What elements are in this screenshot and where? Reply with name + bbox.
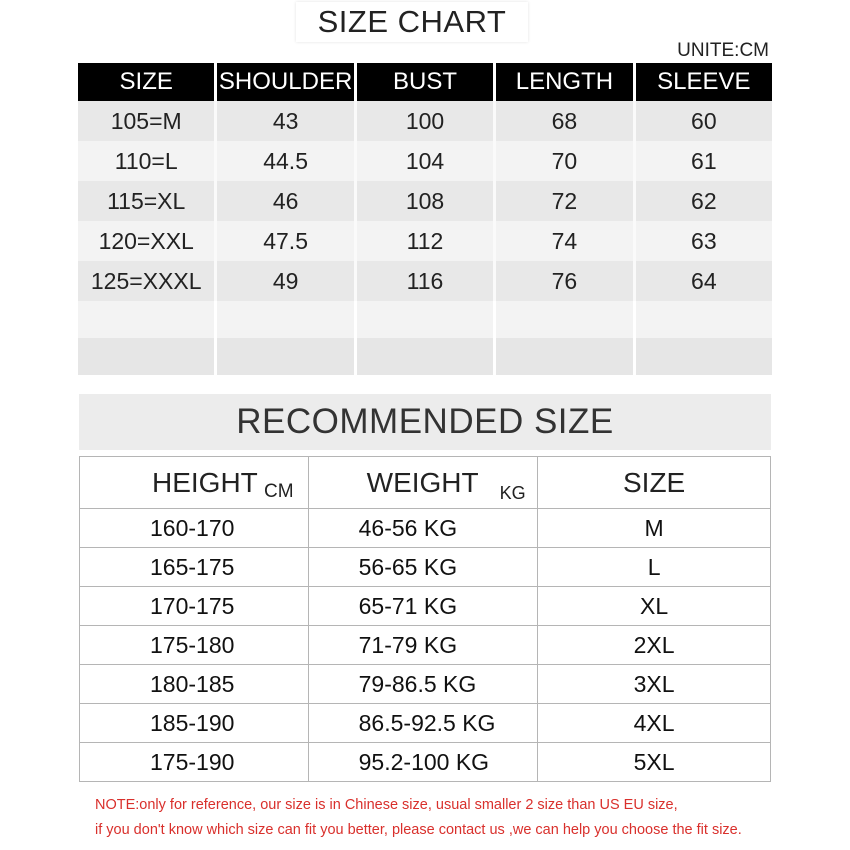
cell-sleeve: 63 — [633, 221, 772, 261]
empty-row — [78, 338, 772, 375]
recommended-size-title: RECOMMENDED SIZE — [79, 394, 771, 450]
header-size: SIZE — [119, 68, 173, 95]
size-chart-table — [78, 63, 772, 375]
cell-bust: 112 — [354, 221, 493, 261]
recommended-row — [80, 587, 771, 626]
cell-height: 180-185 — [80, 665, 309, 704]
recommended-row — [80, 704, 771, 743]
cell-length: 70 — [493, 141, 632, 181]
header-bust: BUST — [354, 63, 493, 101]
header-height-cell — [80, 457, 309, 509]
cell-height: 165-175 — [80, 548, 309, 587]
unit-label: UNITE:CM — [677, 40, 769, 61]
cell-length: 74 — [493, 221, 632, 261]
cell-shoulder: 47.5 — [214, 221, 353, 261]
cell-weight: 79-86.5 KG — [308, 665, 538, 704]
size-chart-row — [78, 181, 772, 221]
recommended-row — [80, 626, 771, 665]
note-line-1: NOTE:only for reference, our size is in Chinese size, usual smaller 2 size than US EU size, — [95, 797, 678, 813]
cell-weight: 46-56 KG — [308, 509, 538, 548]
cell-size: M — [538, 509, 771, 548]
empty-cell — [633, 301, 772, 338]
cell-height: 185-190 — [80, 704, 309, 743]
empty-cell — [354, 338, 493, 375]
size-chart-row — [78, 221, 772, 261]
size-chart-header-row — [78, 63, 772, 101]
size-chart-row — [78, 261, 772, 301]
size-chart-title: SIZE CHART — [296, 2, 528, 42]
cell-height: 160-170 — [80, 509, 309, 548]
cell-size: 5XL — [538, 743, 771, 782]
cell-height: 175-180 — [80, 626, 309, 665]
cell-sleeve: 60 — [633, 101, 772, 141]
cell-length: 68 — [493, 101, 632, 141]
cell-bust: 100 — [354, 101, 493, 141]
cell-height: 175-190 — [80, 743, 309, 782]
empty-cell — [354, 301, 493, 338]
header-height: HEIGHT — [152, 466, 258, 498]
cell-shoulder: 46 — [214, 181, 353, 221]
cell-weight: 95.2-100 KG — [308, 743, 538, 782]
recommended-size-table — [79, 456, 771, 782]
cell-size: 125=XXXL — [90, 267, 202, 294]
cell-weight: 56-65 KG — [308, 548, 538, 587]
empty-cell — [78, 338, 214, 375]
cell-shoulder: 44.5 — [214, 141, 353, 181]
cell-size: 110=L — [114, 147, 178, 174]
cell-length: 76 — [493, 261, 632, 301]
empty-cell — [78, 301, 214, 338]
cell-weight: 86.5-92.5 KG — [308, 704, 538, 743]
empty-cell — [493, 301, 632, 338]
cell-sleeve: 62 — [633, 181, 772, 221]
note-line-2: if you don't know which size can fit you better, please contact us ,we can help you choose the fit size. — [95, 822, 742, 838]
cell-bust: 104 — [354, 141, 493, 181]
header-shoulder: SHOULDER — [214, 63, 353, 101]
cell-shoulder: 43 — [214, 101, 353, 141]
cell-shoulder: 49 — [214, 261, 353, 301]
cell-size: 2XL — [538, 626, 771, 665]
recommended-header-row — [80, 457, 771, 509]
empty-cell — [214, 338, 353, 375]
cell-bust: 108 — [354, 181, 493, 221]
cell-size: 115=XL — [107, 187, 186, 214]
header-size: SIZE — [538, 457, 771, 509]
header-weight-cell — [308, 457, 538, 509]
cell-size: 120=XXL — [98, 227, 194, 254]
empty-cell — [493, 338, 632, 375]
empty-row — [78, 301, 772, 338]
header-length: LENGTH — [493, 63, 632, 101]
header-weight: WEIGHT — [366, 466, 479, 498]
cell-weight: 71-79 KG — [308, 626, 538, 665]
recommended-row — [80, 743, 771, 782]
recommended-row — [80, 509, 771, 548]
cell-size: 3XL — [538, 665, 771, 704]
cell-size: L — [538, 548, 771, 587]
cell-length: 72 — [493, 181, 632, 221]
cell-weight: 65-71 KG — [308, 587, 538, 626]
recommended-row — [80, 548, 771, 587]
recommended-row — [80, 665, 771, 704]
header-height-unit: CM — [264, 481, 294, 502]
size-chart-row — [78, 101, 772, 141]
size-chart-row — [78, 141, 772, 181]
cell-sleeve: 64 — [633, 261, 772, 301]
cell-size: 4XL — [538, 704, 771, 743]
cell-height: 170-175 — [80, 587, 309, 626]
cell-size: XL — [538, 587, 771, 626]
cell-size: 105=M — [110, 107, 182, 134]
cell-sleeve: 61 — [633, 141, 772, 181]
empty-cell — [633, 338, 772, 375]
empty-cell — [214, 301, 353, 338]
header-sleeve: SLEEVE — [633, 63, 772, 101]
cell-bust: 116 — [354, 261, 493, 301]
header-weight-unit: KG — [499, 483, 526, 503]
